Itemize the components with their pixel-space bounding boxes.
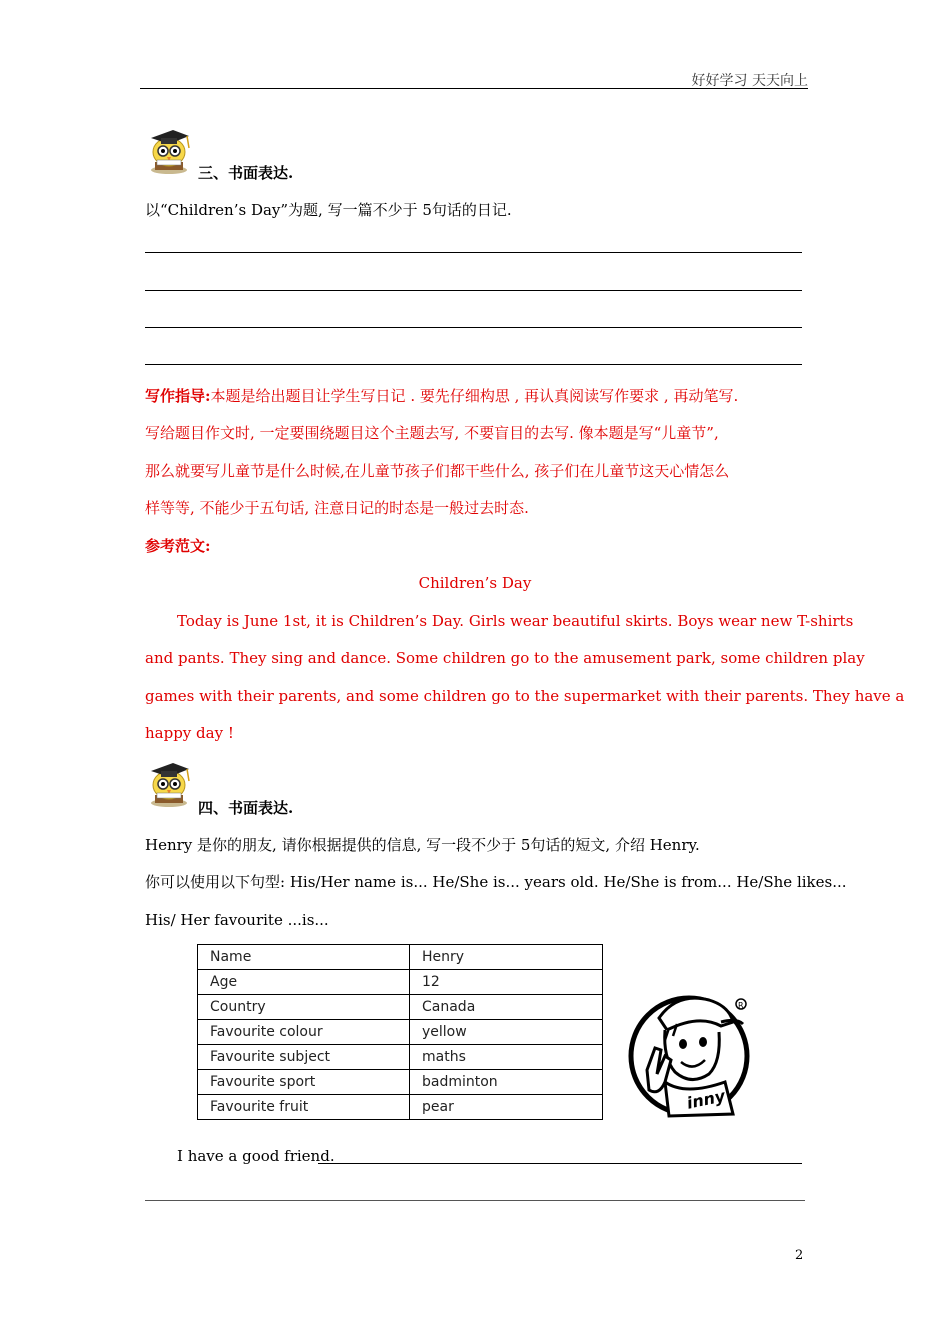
section3-prompt: 以“Children’s Day”为题, 写一篇不少于 5句话的日记.	[145, 201, 512, 219]
henry-portrait-image	[625, 978, 755, 1128]
table-cell-value: badminton	[410, 1070, 603, 1095]
page-number: 2	[795, 1248, 804, 1263]
table-row	[198, 970, 603, 995]
table-cell-label: Favourite sport	[198, 1070, 410, 1095]
table-cell-label: Age	[198, 970, 410, 995]
writing-line	[145, 252, 802, 253]
table-row	[198, 1070, 603, 1095]
table-row	[198, 945, 603, 970]
header-divider	[140, 88, 808, 89]
table-cell-value: maths	[410, 1045, 603, 1070]
header-motto: 好好学习 天天向上	[691, 73, 808, 89]
table-cell-label: Favourite fruit	[198, 1095, 410, 1120]
writing-line	[145, 327, 802, 328]
table-cell-label: Favourite colour	[198, 1020, 410, 1045]
guide-line-3: 那么就要写儿童节是什么时候,在儿童节孩子们都干些什么, 孩子们在儿童节这天心情怎么	[145, 462, 730, 480]
table-cell-label: Name	[198, 945, 410, 970]
guide-label: 写作指导:	[145, 387, 211, 405]
answer-start: I have a good friend.	[177, 1147, 335, 1165]
table-cell-value: 12	[410, 970, 603, 995]
sample-title: Children’s Day	[418, 574, 532, 592]
section4-prompt-1: Henry 是你的朋友, 请你根据提供的信息, 写一段不少于 5句话的短文, 介绍 Henry.	[145, 836, 700, 854]
table-cell-value: yellow	[410, 1020, 603, 1045]
scholar-chick-icon	[143, 124, 195, 176]
guide-line-4: 样等等, 不能少于五句话, 注意日记的时态是一般过去时态.	[145, 499, 529, 517]
shirt-lettering: inny	[685, 1086, 727, 1113]
table-cell-value: Henry	[410, 945, 603, 970]
writing-line	[145, 1200, 805, 1201]
writing-line	[145, 290, 802, 291]
section3-title: 三、书面表达.	[198, 164, 294, 182]
table-row	[198, 1095, 603, 1120]
sample-line-3: games with their parents, and some children go to the supermarket with their parents. They have a	[145, 687, 905, 705]
table-row	[198, 1020, 603, 1045]
writing-line	[145, 364, 802, 365]
table-cell-value: Canada	[410, 995, 603, 1020]
svg-text:R: R	[738, 1001, 744, 1010]
table-cell-value: pear	[410, 1095, 603, 1120]
writing-line	[318, 1163, 802, 1164]
table-row	[198, 1045, 603, 1070]
sample-label: 参考范文:	[145, 537, 211, 555]
guide-line-2: 写给题目作文时, 一定要围绕题目这个主题去写, 不要盲目的去写. 像本题是写“儿童节”,	[145, 424, 719, 442]
section4-title: 四、书面表达.	[198, 799, 294, 817]
henry-info-table	[197, 944, 603, 1120]
table-cell-label: Favourite subject	[198, 1045, 410, 1070]
sample-line-4: happy day !	[145, 724, 234, 742]
scholar-chick-icon	[143, 757, 195, 809]
section4-prompt-2: 你可以使用以下句型: His/Her name is... He/She is... years old. He/She is from... He/She likes...	[145, 873, 847, 891]
sample-line-1: Today is June 1st, it is Children’s Day. Girls wear beautiful skirts. Boys wear new T-shirts	[177, 612, 854, 630]
section4-prompt-3: His/ Her favourite ...is...	[145, 911, 329, 929]
sample-line-2: and pants. They sing and dance. Some children go to the amusement park, some children play	[145, 649, 865, 667]
table-row	[198, 995, 603, 1020]
table-cell-label: Country	[198, 995, 410, 1020]
guide-line-1: 写作指导:本题是给出题目让学生写日记 . 要先仔细构思 , 再认真阅读写作要求 , 再动笔写.	[145, 387, 739, 405]
